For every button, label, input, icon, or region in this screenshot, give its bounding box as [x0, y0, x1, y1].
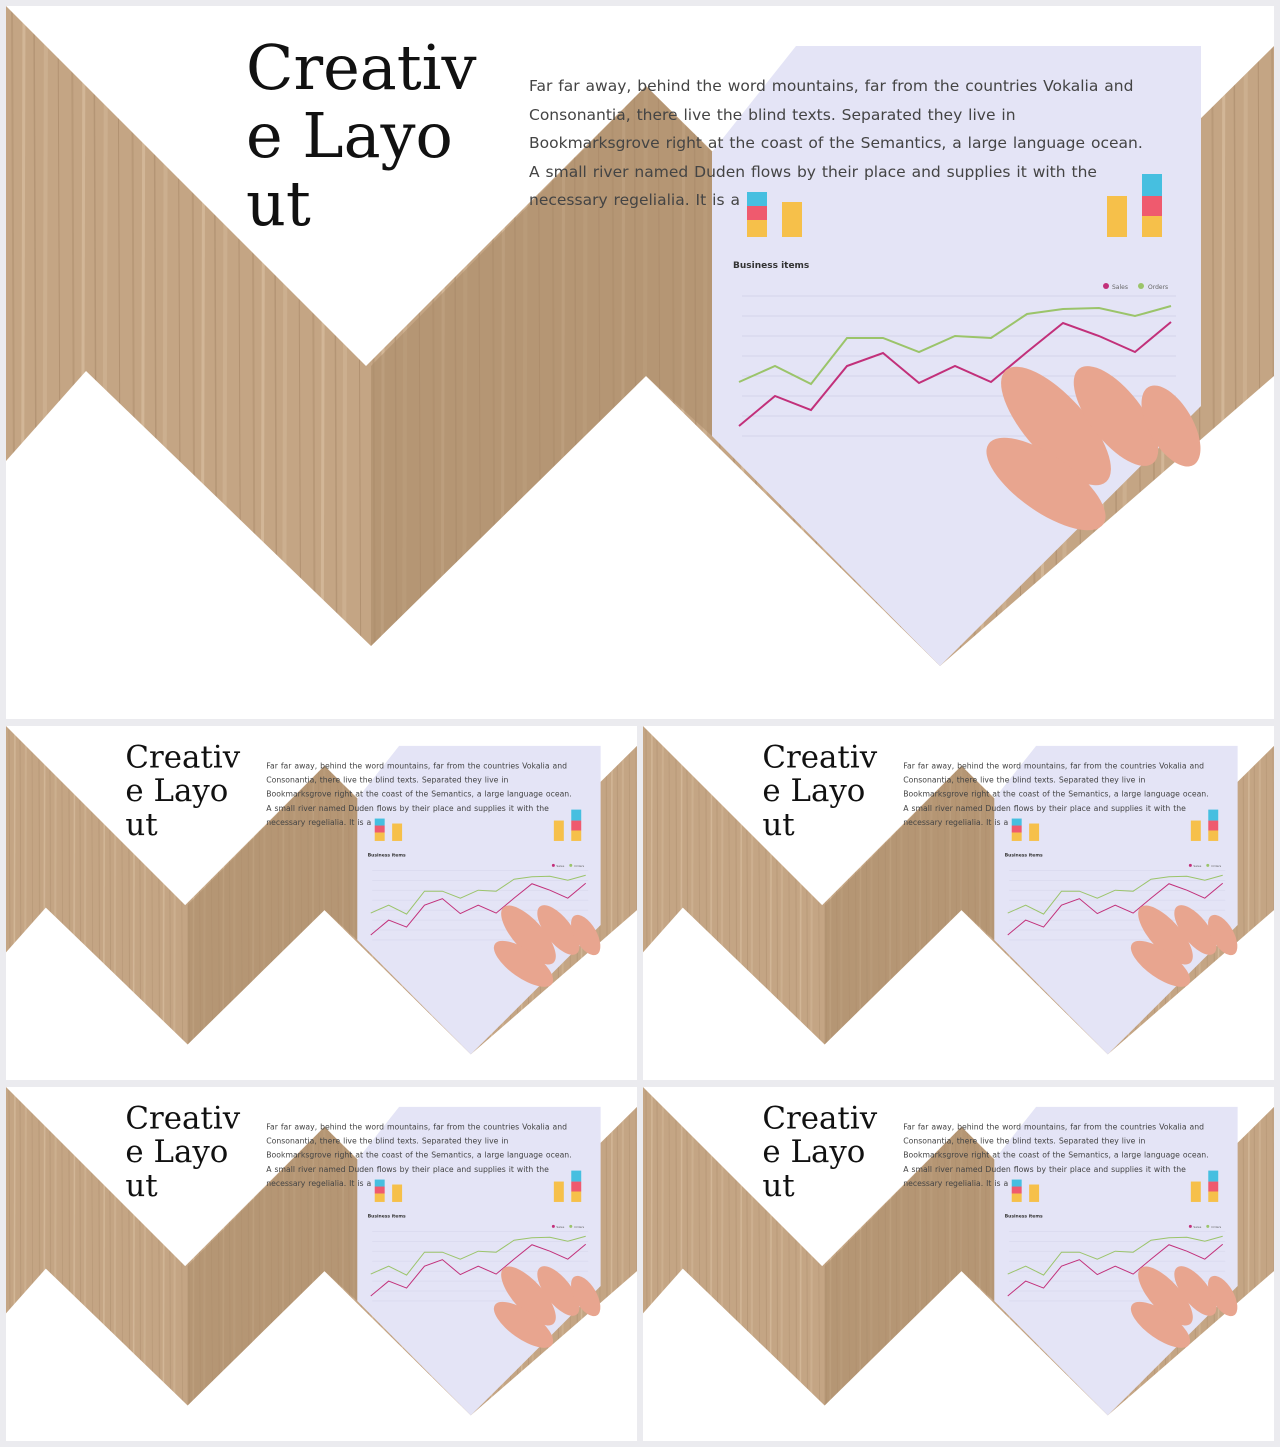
photo-chart-legend-item: Sales — [556, 1224, 565, 1229]
photo-chart-title: Business items — [733, 261, 810, 271]
photo-chart-legend-item: Orders — [574, 1224, 585, 1229]
slide-title: Creative Layout — [762, 738, 878, 843]
slide-body-text: Far far away, behind the word mountains, far from the countries Vokalia and Consonantia, there live the blind texts. Separated they live in Bookmarksgrove right at the coast of the Semantics, a large language ocean. A small river named Duden flows by their place and supplies it with the necessary regelialia. It is a — [529, 77, 1143, 209]
photo-chart-legend-item: Orders — [574, 863, 585, 868]
photo-chart-title: Business items — [1004, 853, 1043, 859]
photo-chart-legend-item: Orders — [1211, 863, 1222, 868]
slide-body-text: Far far away, behind the word mountains, far from the countries Vokalia and Consonantia, there live the blind texts. Separated they live in Bookmarksgrove right at the coast of the Semantics, a large language ocean. A small river named Duden flows by their place and supplies it with the necessary regelialia. It is a — [266, 761, 572, 828]
slide-body-text: Far far away, behind the word mountains, far from the countries Vokalia and Consonantia, there live the blind texts. Separated they live in Bookmarksgrove right at the coast of the Semantics, a large language ocean. A small river named Duden flows by their place and supplies it with the necessary regelialia. It is a — [903, 1122, 1209, 1189]
slide-thumbnail-3[interactable] — [6, 1087, 637, 1441]
slide-thumbnail-4[interactable] — [643, 1087, 1274, 1441]
photo-chart-title: Business items — [367, 853, 406, 859]
photo-chart-title: Business items — [367, 1214, 406, 1220]
photo-chart-legend-item: Sales — [1193, 1224, 1202, 1229]
slide-body-text: Far far away, behind the word mountains, far from the countries Vokalia and Consonantia, there live the blind texts. Separated they live in Bookmarksgrove right at the coast of the Semantics, a large language ocean. A small river named Duden flows by their place and supplies it with the necessary regelialia. It is a — [903, 761, 1209, 828]
slide-title: Creative Layout — [762, 1099, 878, 1204]
photo-chart-legend-item: Sales — [1112, 284, 1128, 291]
slide-body-text: Far far away, behind the word mountains, far from the countries Vokalia and Consonantia, there live the blind texts. Separated they live in Bookmarksgrove right at the coast of the Semantics, a large language ocean. A small river named Duden flows by their place and supplies it with the necessary regelialia. It is a — [266, 1122, 572, 1189]
photo-chart-legend-item: Orders — [1148, 284, 1169, 291]
slide-title: Creative Layout — [125, 738, 241, 843]
slide-thumbnail-1[interactable] — [6, 726, 637, 1080]
photo-chart-title: Business items — [1004, 1214, 1043, 1220]
photo-chart-legend-item: Sales — [556, 863, 565, 868]
slide-thumbnail-2[interactable] — [643, 726, 1274, 1080]
slide-main[interactable] — [6, 6, 1274, 719]
photo-chart-legend-item: Sales — [1193, 863, 1202, 868]
slide-title: Creative Layout — [125, 1099, 241, 1204]
photo-chart-legend-item: Orders — [1211, 1224, 1222, 1229]
slide-title: Creative Layout — [246, 31, 477, 240]
